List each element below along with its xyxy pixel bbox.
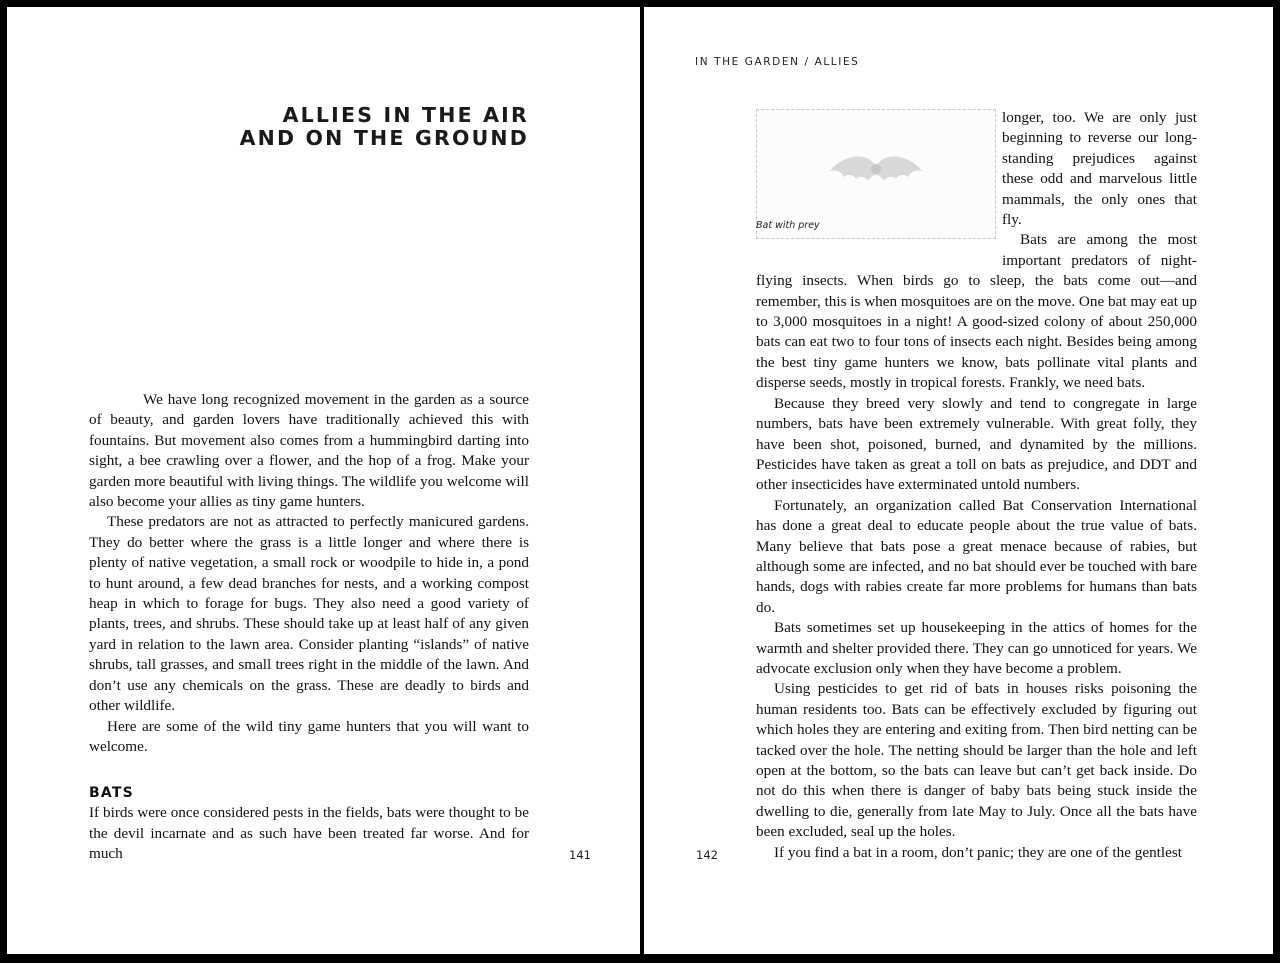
bats-paragraph-exclusion: Using pesticides to get rid of bats in houses risks poisoning the human residents too. Bats can be effectively excluded by figuring out which holes they are entering and exiting from. Then bird netting can be tacked over the hole. The netting should be larger than the hole and left open at the bottom, so the bats can leave but can’t get back inside. Do not do this when there is danger of baby bats being stuck inside the dwelling to die, generally from late May to July. Once all the bats have been excluded, seal up the holes. — [756, 680, 1197, 841]
chapter-title-line-2: AND ON THE GROUND — [239, 126, 529, 150]
left-body-text — [89, 390, 529, 865]
section-heading-bats: BATS — [89, 785, 134, 802]
chapter-title — [157, 104, 529, 150]
intro-paragraph-1: We have long recognized movement in the garden as a source of beauty, and garden lovers have traditionally achieved this with fountains. But movement also comes from a hummingbird darting into sight, a bee crawling over a flower, and the hop of a frog. Make your garden more beautiful with living things. The wildlife you welcome will also become your allies as tiny game hunters. — [89, 391, 529, 511]
chapter-title-line-1: ALLIES IN THE AIR — [282, 103, 529, 127]
right-page — [644, 7, 1273, 954]
bats-paragraph-vulnerable: Because they breed very slowly and tend to congregate in large numbers, bats have been extremely vulnerable. With great folly, they have been shot, poisoned, burned, and dynamited by the millions. Pesticides have taken as great a toll on bats as prejudice, and DDT and other insecticides have exterminated untold numbers. — [756, 394, 1197, 494]
intro-paragraph-3: Here are some of the wild tiny game hunters that you will want to welcome. — [89, 717, 529, 755]
bats-paragraph-predators: Bats are among the most important predators of night-flying insects. When birds go to sleep, the bats come out—and remember, this is when mosquitoes are on the move. One bat may eat up to 3,000 mosquitoes in a night! A good-sized colony of about 250,000 bats can eat two to four tons of insects each night. Besides being among the best tiny game hunters we know, bats pollinate vital plants and disperse seeds, mostly in tropical forests. Frankly, we need bats. — [756, 231, 1197, 392]
bats-paragraph-continued: longer, too. We are only just beginning to reverse our long-standing prejudices against these odd and marvelous little mammals, the only ones that fly. — [1002, 109, 1197, 229]
intro-paragraph-2: These predators are not as attracted to perfectly manicured gardens. They do better where the grass is a little longer and where there is plenty of native vegetation, a small rock or woodpile to hide in, a pond to hunt around, a few dead branches for nests, and a working compost heap in which to forage for bugs. They also need a good variety of plants, trees, and shrubs. These should take up at least half of any given yard in relation to the lawn area. Consider planting “islands” of native shrubs, tall grasses, and small trees right in the middle of the lawn. And don’t use any chemicals on the grass. These are deadly to birds and other wildlife. — [89, 513, 529, 715]
bats-paragraph-1: If birds were once considered pests in the fields, bats were thought to be the devil incarnate and as such have been treated far worse. And for much — [89, 804, 529, 863]
bats-paragraph-housekeeping: Bats sometimes set up housekeeping in the attics of homes for the warmth and shelter provided there. They can go unnoticed for years. We advocate exclusion only when they have become a problem. — [756, 619, 1197, 677]
bats-paragraph-conservation: Fortunately, an organization called Bat Conservation International has done a great deal to educate people about the true value of bats. Many believe that bats pose a great menace because of rabies, but although some are infected, and no bat should ever be touched with bare hands, dogs with rabies create far more problems for humans than bats do. — [756, 496, 1197, 616]
page-number-right: 142 — [696, 848, 718, 862]
right-body-text — [756, 108, 1197, 863]
page-number-left: 141 — [569, 848, 591, 862]
running-head: IN THE GARDEN / ALLIES — [695, 56, 860, 68]
left-page — [7, 7, 640, 954]
bats-paragraph-room: If you find a bat in a room, don’t panic; they are one of the gentlest — [774, 843, 1182, 861]
image-caption: Bat with prey — [756, 220, 820, 231]
